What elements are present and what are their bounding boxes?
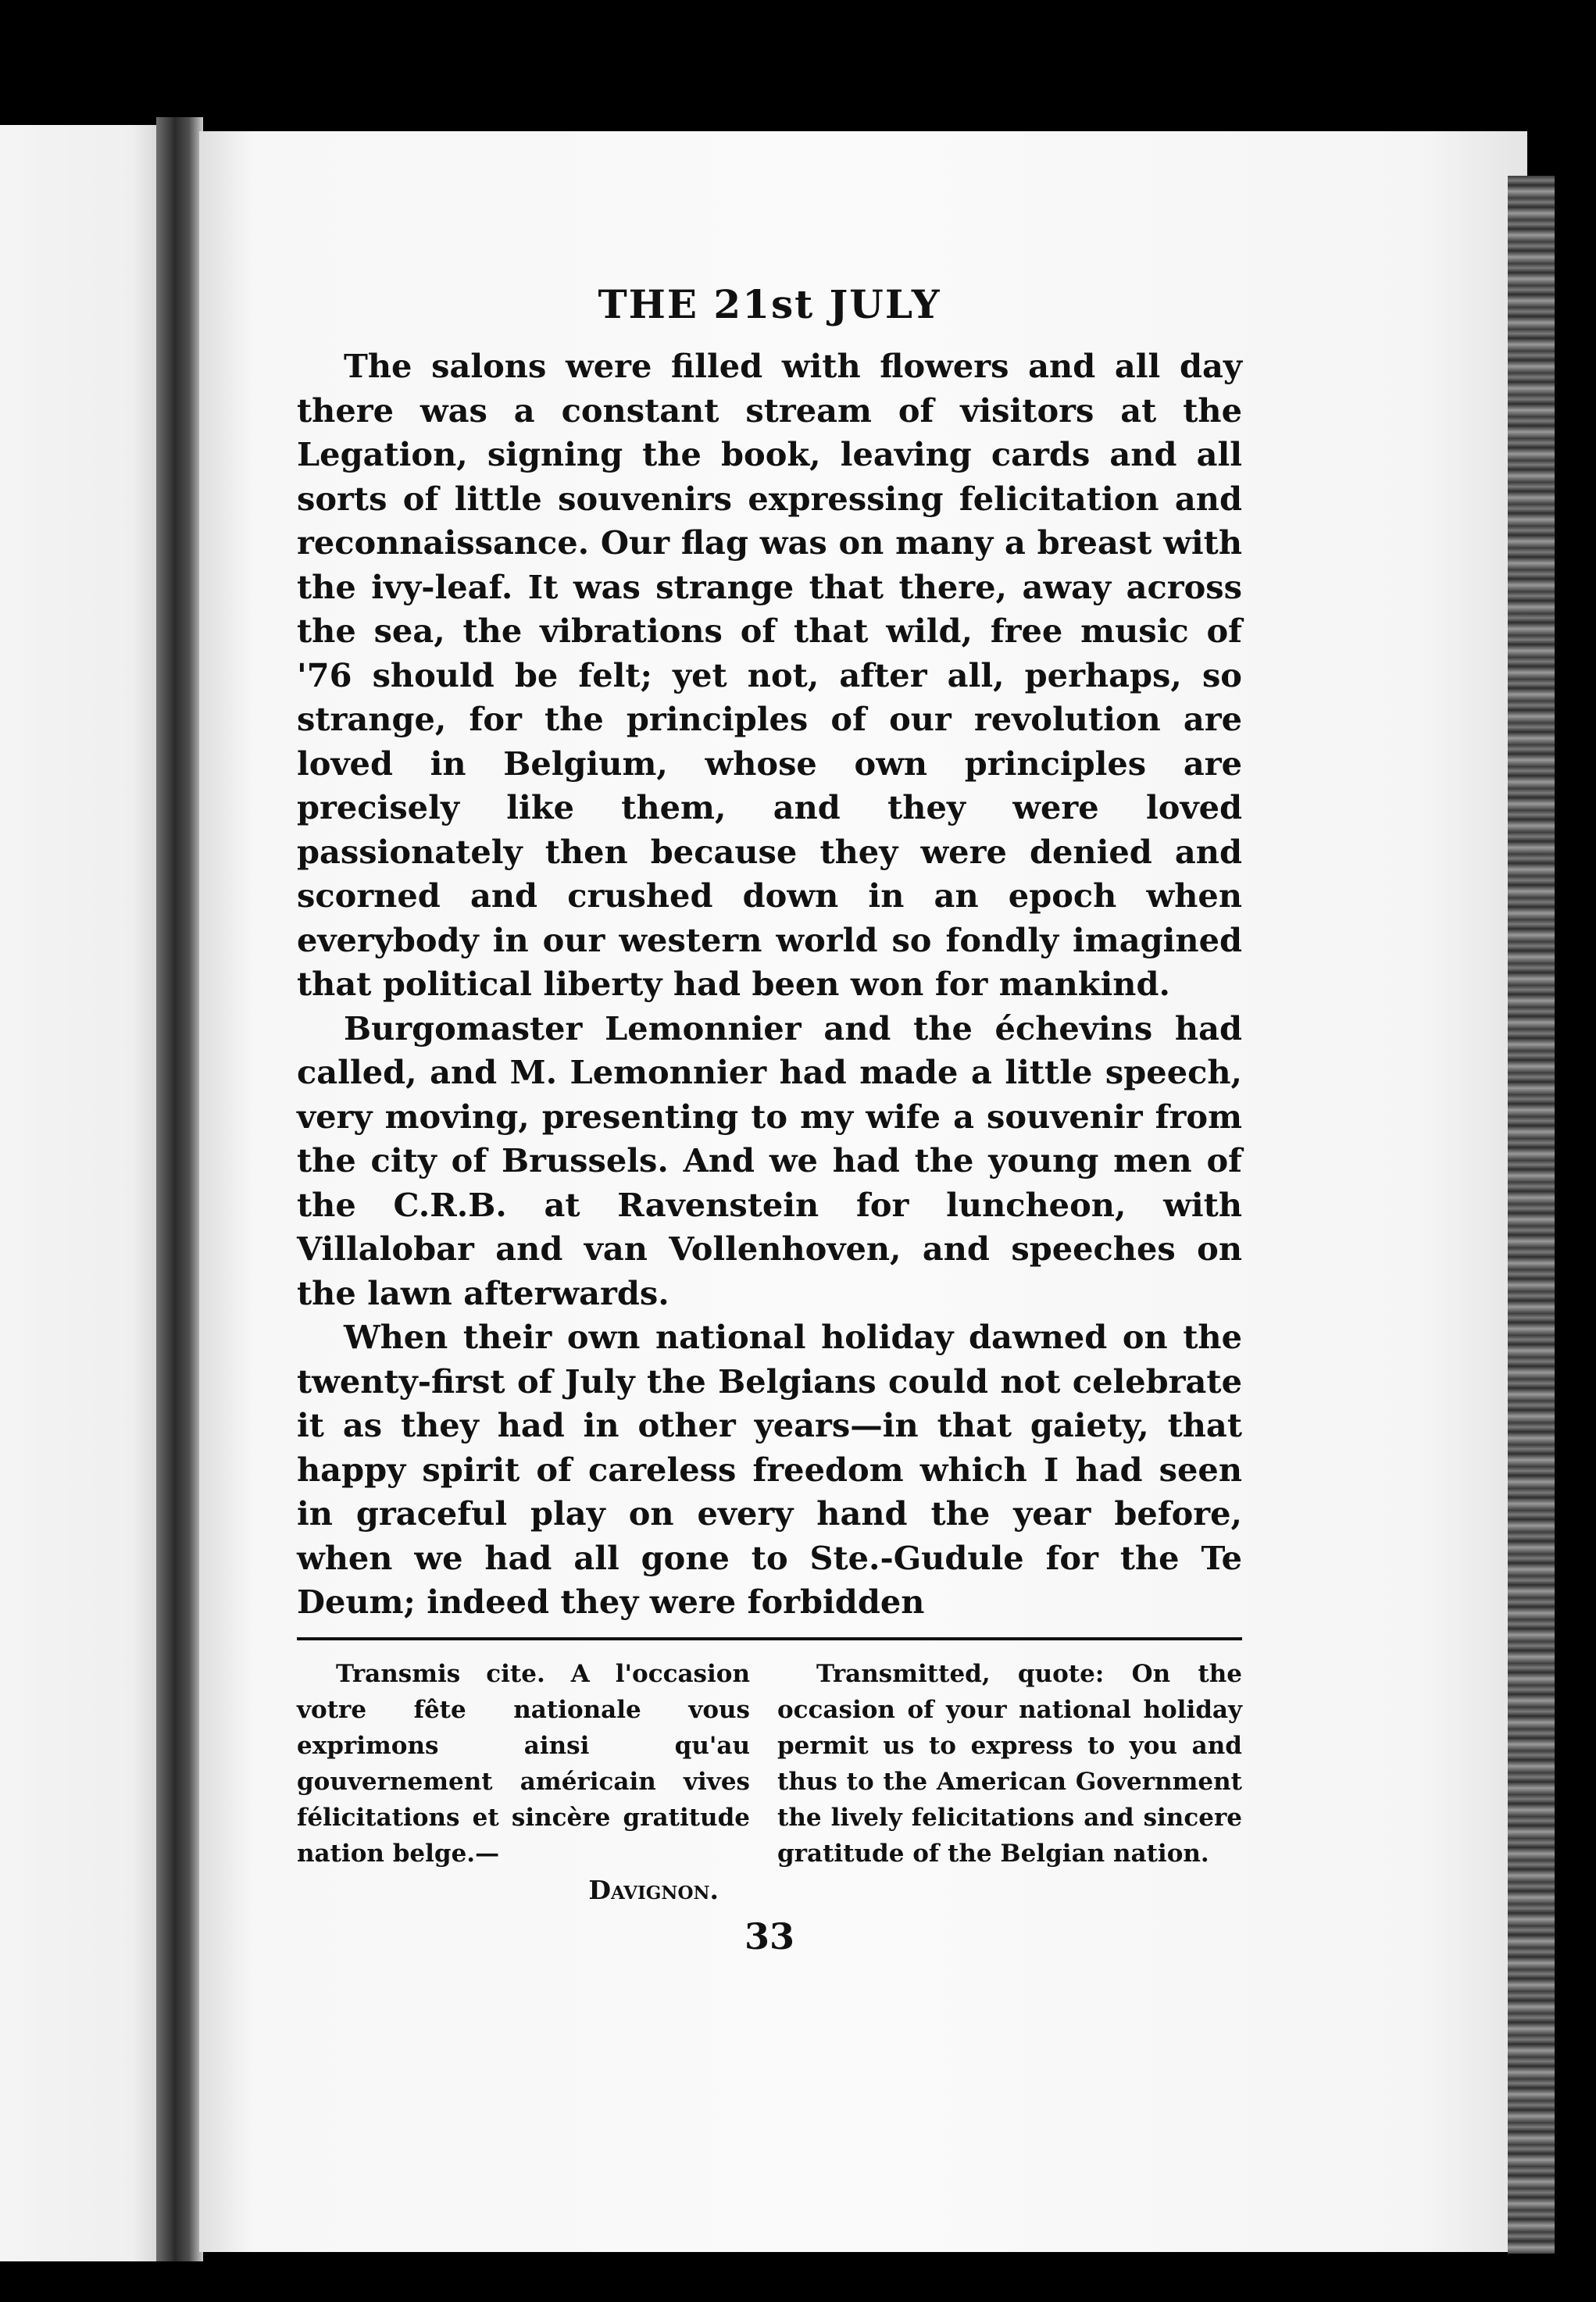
paragraph-2: Burgomaster Lemonnier and the échevins had called, and M. Lemonnier had made a little speech, very moving, presenting to my wife a souvenir from the city of Brussels. And we had the young men of the C.R.B. at Ravenstein for luncheon, with Villalobar and van Vollenhoven, and speeches on the lawn afterwards. xyxy=(297,1008,1242,1312)
footnote-rule xyxy=(297,1637,1242,1640)
footnote-french: Transmis cite. A l'occasion votre fête nationale vous exprimons ainsi qu'au gouvernement américain vives félicitations et sincère gratitude nation belge.— xyxy=(297,1659,750,1868)
paragraph-1: The salons were filled with flowers and all day there was a constant stream of visitors at the Legation, signing the book, leaving cards and all sorts of little souvenirs expressing felicitation and reconnaissance. Our flag was on many a breast with the ivy-leaf. It was strange that there, away across the sea, the vibrations of that wild, free music of '76 should be felt; yet not, after all, perhaps, so strange, for the principles of our revolution are loved in Belgium, whose own principles are precisely like them, and they were loved passionately then because they were denied and scorned and crushed down in an epoch when everybody in our western world so fondly imagined that political liberty had been won for mankind. xyxy=(297,347,1242,1003)
page-number: 33 xyxy=(744,1915,794,1958)
book-gutter xyxy=(156,117,203,2261)
running-head: THE 21st JULY xyxy=(598,281,941,327)
page-fore-edge xyxy=(1508,176,1555,2254)
footnote-signature: Davignon. xyxy=(588,1874,719,1905)
facing-page-edge xyxy=(0,125,166,2261)
paragraph-3: When their own national holiday dawned on the twenty-first of July the Belgians could not celebrate it as they had in other years—in that gaiety, that happy spirit of careless freedom which I had seen in graceful play on every hand the year before, when we had all gone to Ste.-Gudule for the Te Deum; indeed they were forbidden xyxy=(297,1318,1242,1621)
footnote-english: Transmitted, quote: On the occasion of your national holiday permit us to express to you and thus to the American Government the lively felicitations and sincere gratitude of the Belgian nation. xyxy=(777,1659,1242,1868)
page-content xyxy=(297,281,1242,1958)
footnote-french-column xyxy=(297,1656,750,1909)
footnotes xyxy=(297,1656,1242,1909)
